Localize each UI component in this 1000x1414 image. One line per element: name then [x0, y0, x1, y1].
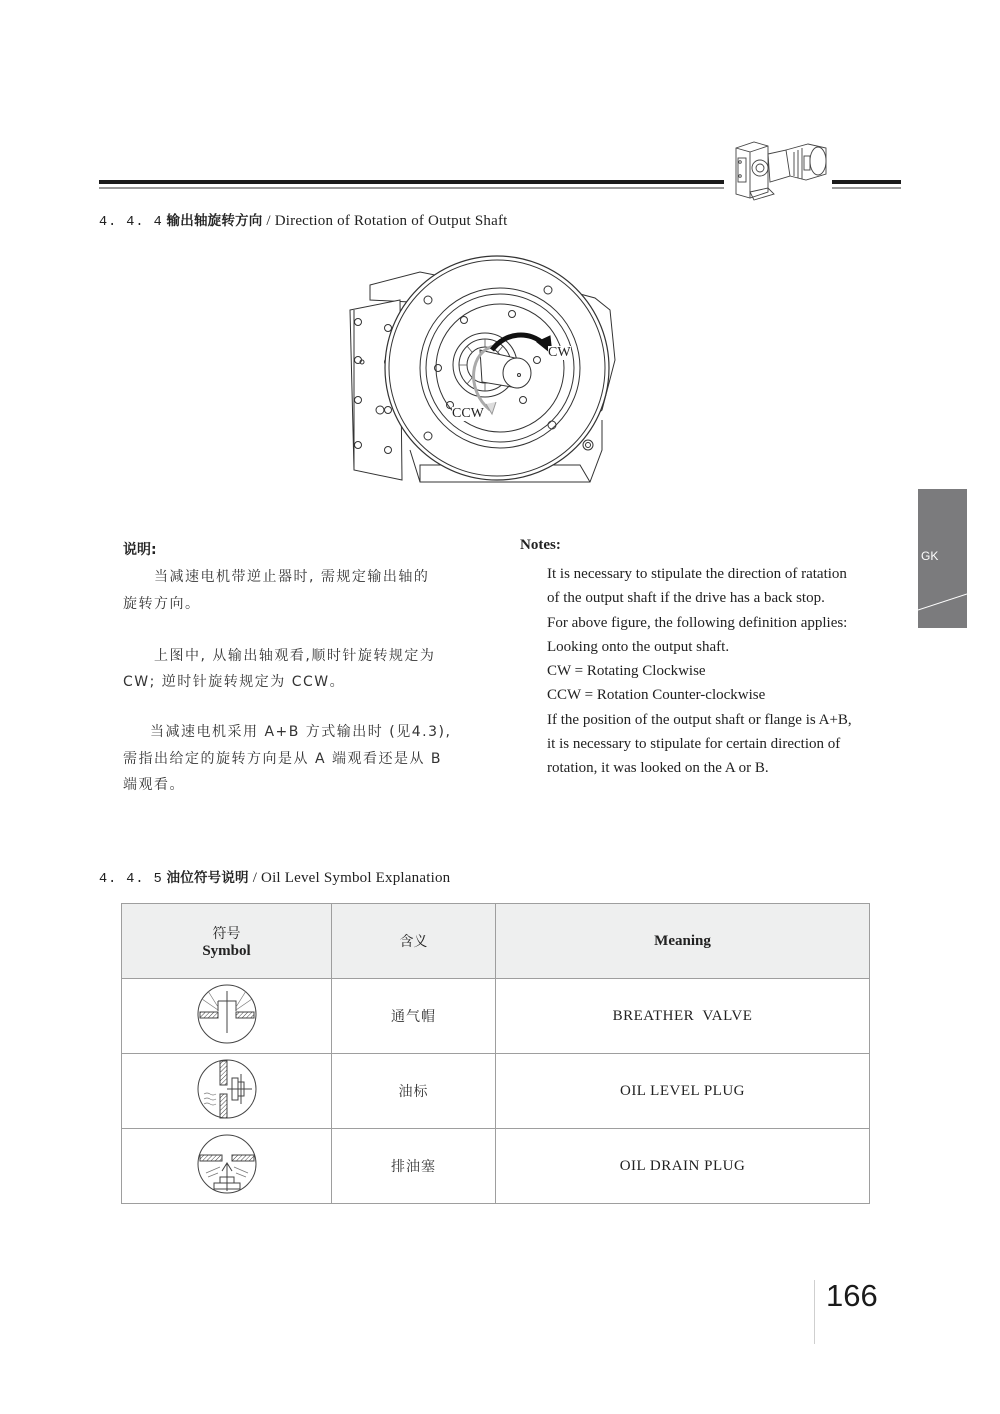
header-meaning-en-text: Meaning: [654, 933, 711, 949]
notes-en-body: [547, 562, 887, 781]
section-number: 4. 4. 4: [99, 215, 163, 230]
breather-valve-icon: [196, 983, 258, 1045]
meaning-en: OIL DRAIN PLUG: [619, 1158, 746, 1174]
notes-en-line: Looking onto the output shaft.: [547, 638, 730, 655]
meaning-en: BREATHER VALVE: [612, 1008, 753, 1024]
meaning-en: OIL LEVEL PLUG: [619, 1083, 746, 1099]
side-tab-label: GK: [921, 549, 939, 563]
header-symbol: [122, 904, 332, 979]
gear-reducer-output-shaft-drawing: [340, 250, 630, 495]
header-rule-left-thin: [99, 187, 724, 189]
meaning-en-cell: [496, 1054, 870, 1129]
header-symbol-cn: 符号: [212, 925, 241, 942]
section-title-cn: 输出轴旋转方向: [166, 213, 263, 229]
page-number-divider: [814, 1280, 815, 1344]
header-rule-right-thick: [832, 180, 901, 184]
notes-en-line: For above figure, the following definition applies:: [547, 614, 848, 631]
section-separator: /: [262, 213, 275, 229]
table-header-row: [122, 904, 870, 979]
notes-en-line: CCW = Rotation Counter-clockwise: [547, 687, 766, 704]
notes-cn-heading: 说明:: [123, 542, 157, 558]
section-number: 4. 4. 5: [99, 872, 163, 887]
notes-en-line: it is necessary to stipulate for certain direction of: [547, 736, 841, 753]
notes-cn-line: CW; 逆时针旋转规定为 CCW。: [123, 674, 346, 690]
gearmotor-thumbnail-icon: [728, 136, 832, 202]
notes-en-heading: Notes:: [520, 537, 561, 553]
table-row: [122, 979, 870, 1054]
oil-level-plug-icon: [196, 1058, 258, 1120]
oil-symbol-table: [121, 903, 870, 1204]
notes-cn-line: 上图中, 从输出轴观看,顺时针旋转规定为: [154, 648, 436, 664]
notes-en-line: rotation, it was looked on the A or B.: [547, 760, 769, 777]
notes-cn-line: 当减速电机采用 A+B 方式输出时 (见4.3),: [150, 724, 452, 740]
section-title-en: Direction of Rotation of Output Shaft: [274, 213, 508, 229]
notes-en-line: of the output shaft if the drive has a back stop.: [547, 590, 825, 607]
table-row: [122, 1129, 870, 1204]
section-title-rotation: [99, 209, 508, 230]
table-row: [122, 1054, 870, 1129]
notes-en-line: CW = Rotating Clockwise: [547, 663, 706, 680]
symbol-cell: [122, 1054, 332, 1129]
meaning-cn-cell: [332, 979, 496, 1054]
header-symbol-en: Symbol: [202, 942, 251, 959]
notes-cn-line: 端观看。: [123, 777, 185, 793]
notes-cn-line: 需指出给定的旋转方向是从 A 端观看还是从 B: [123, 751, 443, 767]
header-meaning-cn: [332, 904, 496, 979]
meaning-cn: 通气帽: [391, 1009, 436, 1025]
section-separator: /: [248, 870, 262, 886]
header-rule-left-thick: [99, 180, 724, 184]
meaning-cn: 排油塞: [391, 1159, 436, 1175]
meaning-en-cell: [496, 1129, 870, 1204]
ccw-label: CCW: [452, 406, 484, 421]
symbol-cell: [122, 979, 332, 1054]
section-title-oil-level: [99, 866, 450, 887]
section-title-en: Oil Level Symbol Explanation: [261, 870, 451, 886]
symbol-cell: [122, 1129, 332, 1204]
side-tab-diagonal: [918, 489, 967, 628]
meaning-cn-cell: [332, 1054, 496, 1129]
header-rule-right-thin: [832, 187, 901, 189]
meaning-cn-cell: [332, 1129, 496, 1204]
cw-label: CW: [548, 345, 571, 360]
meaning-cn: 油标: [398, 1084, 429, 1100]
header-meaning-en: [496, 904, 870, 979]
notes-en-line: If the position of the output shaft or flange is A+B,: [547, 711, 852, 728]
header-meaning-cn-text: 含义: [399, 934, 428, 950]
page-number: 166: [826, 1278, 878, 1313]
oil-drain-plug-icon: [196, 1133, 258, 1195]
notes-en-line: It is necessary to stipulate the direction of ratation: [547, 566, 847, 582]
meaning-en-cell: [496, 979, 870, 1054]
side-tab-gk: [918, 489, 967, 628]
section-title-cn: 油位符号说明: [166, 870, 249, 886]
notes-cn-line: 旋转方向。: [123, 596, 201, 612]
notes-cn-line: 当减速电机带逆止器时, 需规定输出轴的: [154, 569, 430, 585]
